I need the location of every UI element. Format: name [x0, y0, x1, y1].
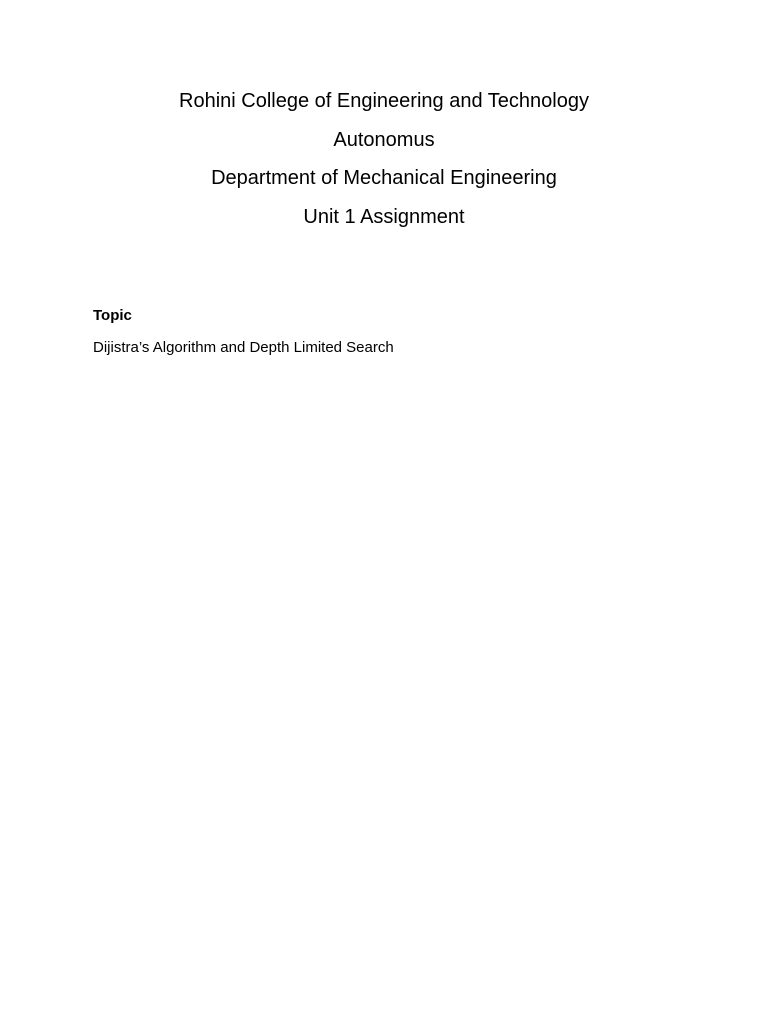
department-name: Department of Mechanical Engineering	[211, 167, 557, 189]
assignment-title: Unit 1 Assignment	[303, 205, 465, 228]
college-status: Autonomus	[333, 128, 435, 151]
topic-text: Dijistra’s Algorithm and Depth Limited Search	[93, 339, 394, 356]
topic-heading: Topic	[93, 307, 132, 324]
topic-section	[93, 306, 693, 358]
college-name: Rohini College of Engineering and Technology	[179, 90, 589, 112]
document-header	[0, 87, 768, 241]
